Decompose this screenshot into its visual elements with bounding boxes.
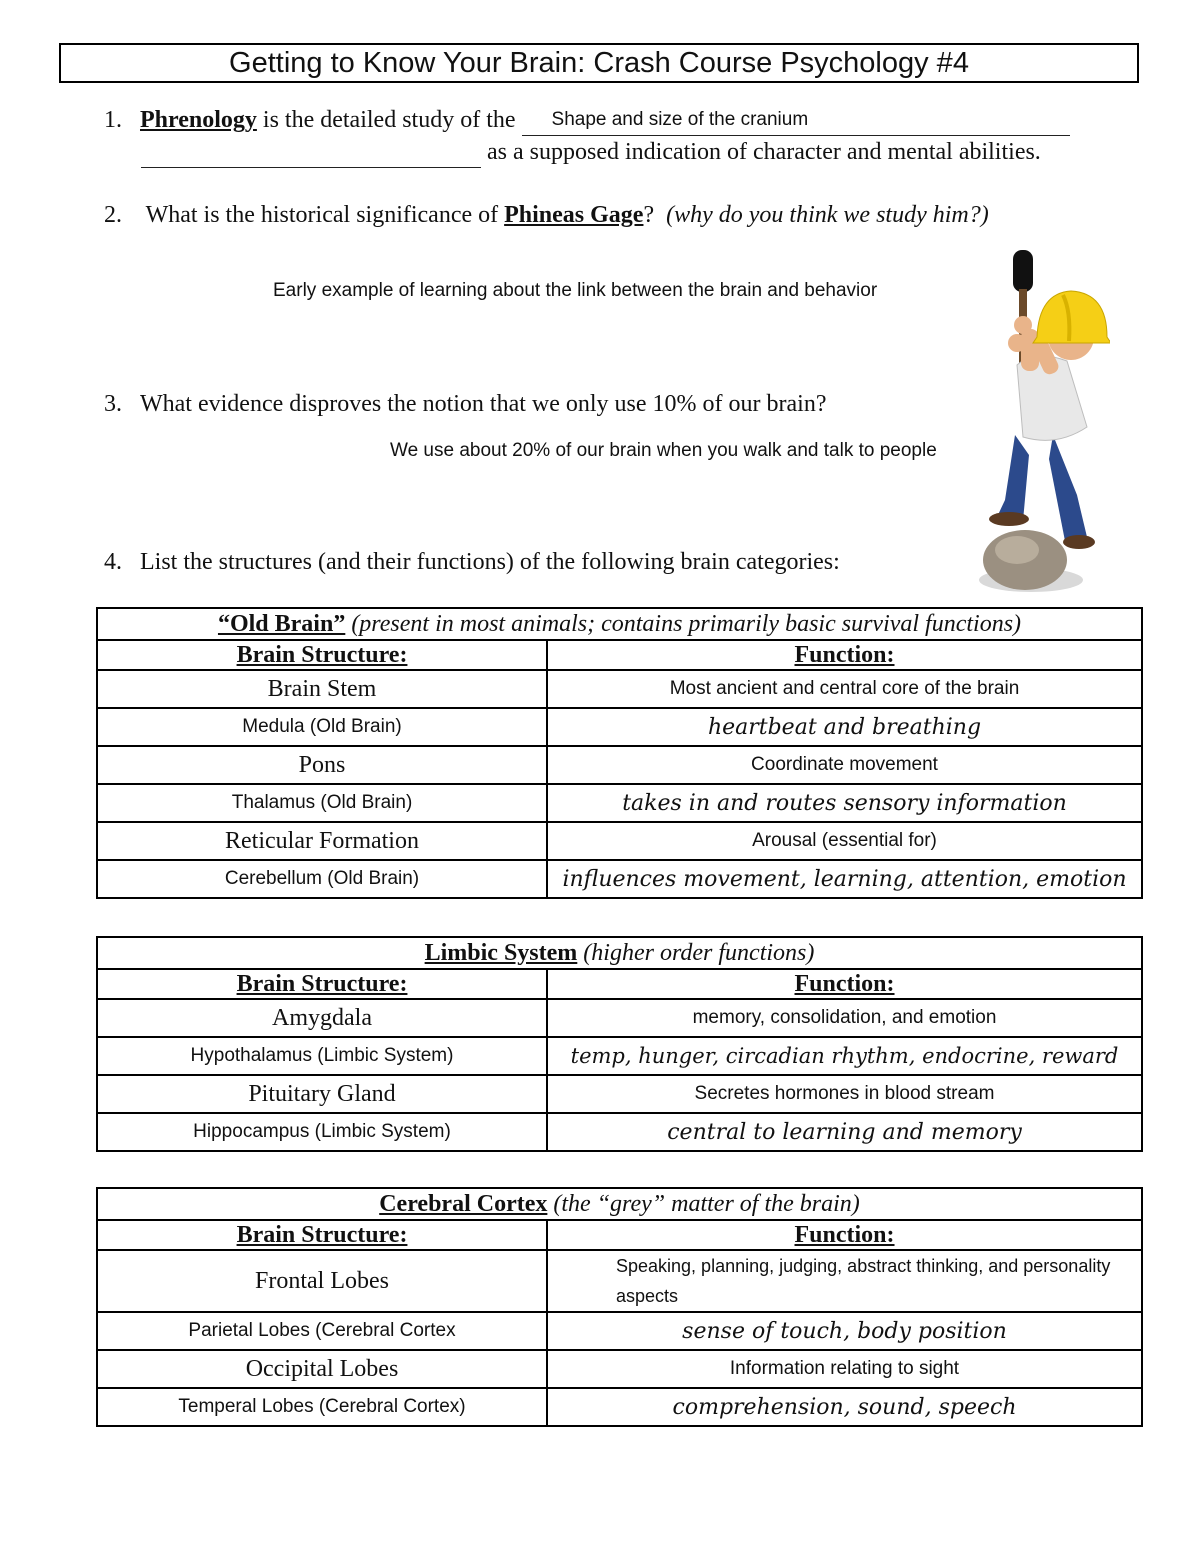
structure-cell[interactable]: Occipital Lobes <box>97 1350 547 1388</box>
column-header-structure: Brain Structure: <box>97 969 547 999</box>
old-brain-table <box>96 607 1143 899</box>
column-header-function: Function: <box>547 969 1142 999</box>
structure-cell[interactable]: Medula (Old Brain) <box>97 708 547 746</box>
table-row <box>97 746 1142 784</box>
question-hint: (why do you think we study him?) <box>666 202 989 228</box>
table-row <box>97 1312 1142 1350</box>
answer-3: We use about 20% of our brain when you walk and talk to people <box>390 440 937 461</box>
structure-cell[interactable]: Pons <box>97 746 547 784</box>
column-header-structure: Brain Structure: <box>97 1220 547 1250</box>
question-4 <box>104 547 840 577</box>
table-row <box>97 1113 1142 1151</box>
question-number: 3. <box>104 391 122 417</box>
structure-cell[interactable]: Amygdala <box>97 999 547 1037</box>
table-row <box>97 999 1142 1037</box>
function-cell[interactable]: Information relating to sight <box>547 1350 1142 1388</box>
table-row <box>97 1250 1142 1312</box>
structure-cell[interactable]: Hippocampus (Limbic System) <box>97 1113 547 1151</box>
question-text: is the detailed study of the <box>262 107 516 133</box>
function-cell[interactable]: influences movement, learning, attention, emotion <box>547 860 1142 898</box>
structure-cell[interactable]: Thalamus (Old Brain) <box>97 784 547 822</box>
table-subtitle: (higher order functions) <box>583 939 815 966</box>
question-text: List the structures (and their functions) of the following brain categories: <box>140 549 840 575</box>
page-title: Getting to Know Your Brain: Crash Course Psychology #4 <box>59 43 1139 83</box>
structure-cell[interactable]: Frontal Lobes <box>97 1250 547 1312</box>
old-brain-table-header <box>97 608 1142 640</box>
structure-cell[interactable]: Temperal Lobes (Cerebral Cortex) <box>97 1388 547 1426</box>
structure-cell[interactable]: Parietal Lobes (Cerebral Cortex <box>97 1312 547 1350</box>
question-number: 2. <box>104 202 122 228</box>
function-cell[interactable]: comprehension, sound, speech <box>547 1388 1142 1426</box>
table-row <box>97 1037 1142 1075</box>
table-subtitle: (present in most animals; contains primarily basic survival functions) <box>351 610 1022 637</box>
answer-text: Shape and size of the cranium <box>551 109 809 130</box>
column-header-structure: Brain Structure: <box>97 640 547 670</box>
term-phineas-gage: Phineas Gage <box>504 202 644 228</box>
structure-cell[interactable]: Pituitary Gland <box>97 1075 547 1113</box>
limbic-system-table <box>96 936 1143 1152</box>
structure-cell[interactable]: Reticular Formation <box>97 822 547 860</box>
worker-hammer-clipart-icon <box>975 245 1110 595</box>
table-row <box>97 784 1142 822</box>
question-1-continued <box>141 137 1041 168</box>
structure-cell[interactable]: Brain Stem <box>97 670 547 708</box>
question-text: as a supposed indication of character and mental abilities. <box>487 139 1041 165</box>
table-title: Limbic System <box>424 939 578 966</box>
table-title: Cerebral Cortex <box>379 1190 548 1217</box>
table-subtitle: (the “grey” matter of the brain) <box>553 1190 860 1217</box>
function-cell[interactable]: temp, hunger, circadian rhythm, endocrine, reward <box>547 1037 1142 1075</box>
table-row <box>97 860 1142 898</box>
question-text: What evidence disproves the notion that we only use 10% of our brain? <box>140 391 827 417</box>
function-cell[interactable]: heartbeat and breathing <box>547 708 1142 746</box>
structure-cell[interactable]: Cerebellum (Old Brain) <box>97 860 547 898</box>
question-text: What is the historical significance of <box>145 202 499 228</box>
function-cell[interactable]: Arousal (essential for) <box>547 822 1142 860</box>
function-cell[interactable]: Coordinate movement <box>547 746 1142 784</box>
table-row <box>97 708 1142 746</box>
table-row <box>97 670 1142 708</box>
question-3 <box>104 389 826 419</box>
question-mark: ? <box>643 202 655 228</box>
limbic-table-header <box>97 937 1142 969</box>
question-number: 1. <box>104 107 122 133</box>
function-cell[interactable]: Speaking, planning, judging, abstract thinking, and personality aspects <box>547 1250 1142 1312</box>
function-cell[interactable]: central to learning and memory <box>547 1113 1142 1151</box>
column-header-function: Function: <box>547 640 1142 670</box>
table-row <box>97 1388 1142 1426</box>
function-cell[interactable]: Secretes hormones in blood stream <box>547 1075 1142 1113</box>
term-phrenology: Phrenology <box>140 107 257 133</box>
table-row <box>97 1075 1142 1113</box>
cortex-table-header <box>97 1188 1142 1220</box>
answer-2: Early example of learning about the link between the brain and behavior <box>273 280 878 301</box>
table-title: “Old Brain” <box>217 610 346 637</box>
answer-blank-1a[interactable] <box>522 105 1070 136</box>
cerebral-cortex-table <box>96 1187 1143 1427</box>
question-1 <box>104 105 1070 136</box>
question-2 <box>104 200 989 230</box>
structure-cell[interactable]: Hypothalamus (Limbic System) <box>97 1037 547 1075</box>
function-cell[interactable]: takes in and routes sensory information <box>547 784 1142 822</box>
function-cell[interactable]: memory, consolidation, and emotion <box>547 999 1142 1037</box>
question-number: 4. <box>104 549 122 575</box>
table-row <box>97 822 1142 860</box>
table-row <box>97 1350 1142 1388</box>
function-cell[interactable]: Most ancient and central core of the brain <box>547 670 1142 708</box>
column-header-function: Function: <box>547 1220 1142 1250</box>
function-cell[interactable]: sense of touch, body position <box>547 1312 1142 1350</box>
answer-blank-1b[interactable] <box>141 137 481 168</box>
